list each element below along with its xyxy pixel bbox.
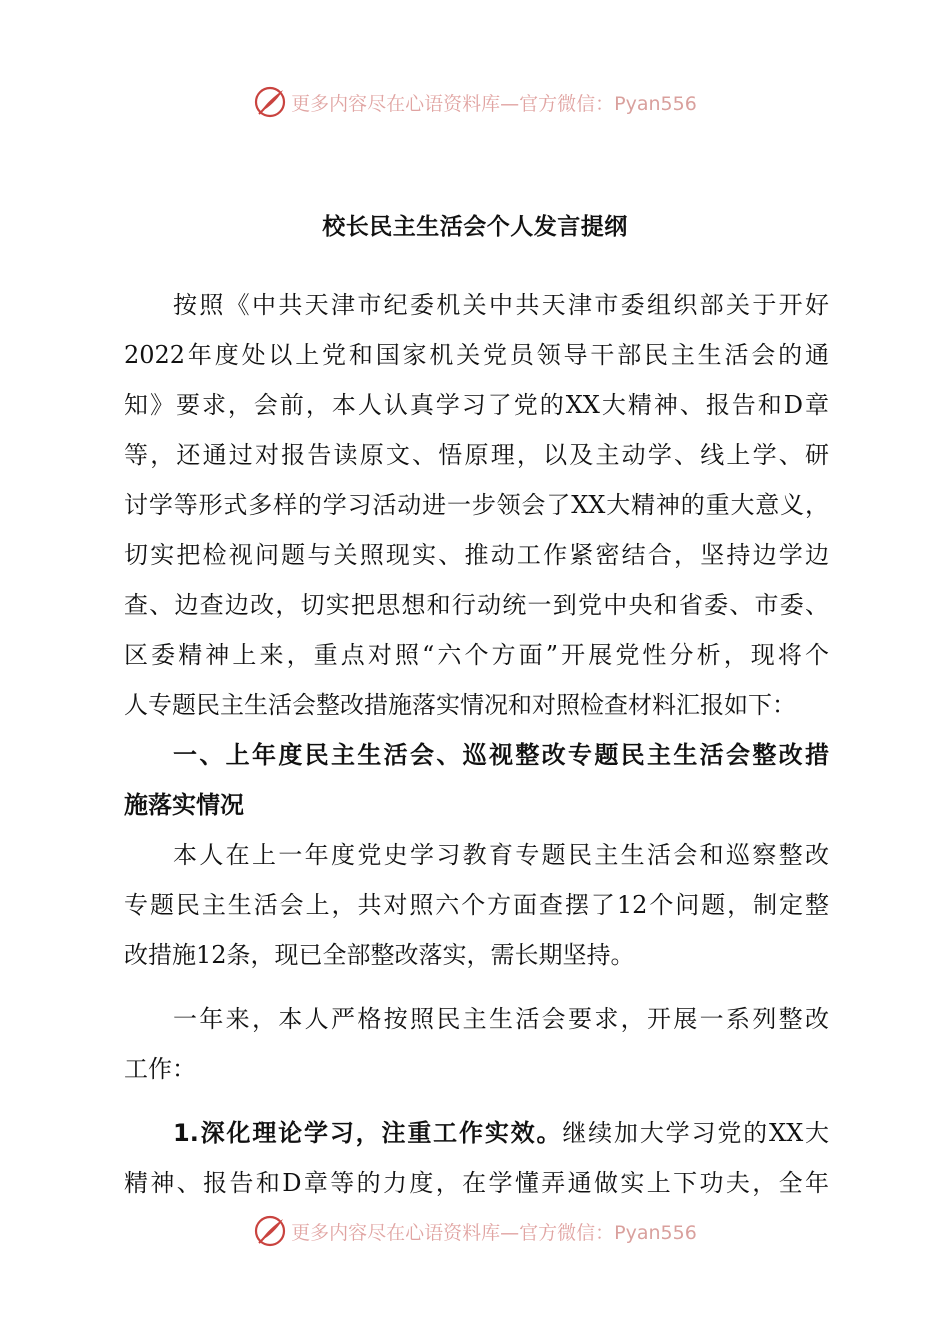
paragraph-line: 人专题民主生活会整改措施落实情况和对照检查材料汇报如下： — [124, 691, 796, 719]
section-heading: 施落实情况 — [124, 791, 244, 819]
paragraph-line: 一年来，本人严格按照民主生活会要求，开展一系列整改 — [173, 1005, 829, 1033]
paragraph-line — [124, 1108, 829, 1158]
paragraph-line: 改措施12条，现已全部整改落实，需长期坚持。 — [124, 941, 635, 969]
paragraph-line: 查、边查边改，切实把思想和行动统一到党中央和省委、市委、 — [124, 591, 829, 619]
paragraph-line: 本人在上一年度党史学习教育专题民主生活会和巡察整改 — [173, 841, 829, 869]
watermark-text: 更多内容尽在心语资料库—官方微信：Pyan556 — [291, 1221, 697, 1244]
paragraph-line: 知》要求，会前，本人认真学习了党的XX大精神、报告和D章 — [124, 391, 829, 419]
watermark-text: 更多内容尽在心语资料库—官方微信：Pyan556 — [291, 92, 697, 115]
document-body — [124, 280, 829, 1208]
paragraph-line: 等，还通过对报告读原文、悟原理，以及主动学、线上学、研 — [124, 441, 829, 469]
paragraph-line: 精神、报告和D章等的力度，在学懂弄通做实上下功夫，全年 — [124, 1169, 829, 1197]
quill-logo-icon — [253, 85, 287, 119]
document-title: 校长民主生活会个人发言提纲 — [322, 213, 628, 240]
section-heading: 一、上年度民主生活会、巡视整改专题民主生活会整改措 — [173, 741, 829, 769]
bold-lead-phrase: 1.深化理论学习，注重工作实效。 — [173, 1119, 563, 1147]
paragraph-line: 专题民主生活会上，共对照六个方面查摆了12个问题，制定整 — [124, 891, 829, 919]
paragraph-line: 区委精神上来，重点对照“六个方面”开展党性分析，现将个 — [124, 641, 829, 669]
paragraph-line: 工作： — [124, 1055, 196, 1083]
quill-logo-icon — [253, 1214, 287, 1248]
paragraph-line: 切实把检视问题与关照现实、推动工作紧密结合，坚持边学边 — [124, 541, 829, 569]
paragraph-text: 继续加大学习党的XX大 — [562, 1119, 829, 1147]
watermark-banner-top — [0, 80, 950, 124]
paragraph-line: 讨学等形式多样的学习活动进一步领会了XX大精神的重大意义， — [124, 491, 829, 519]
paragraph-line: 2022年度处以上党和国家机关党员领导干部民主生活会的通 — [124, 341, 829, 369]
watermark-banner-bottom — [0, 1209, 950, 1253]
paragraph-line: 按照《中共天津市纪委机关中共天津市委组织部关于开好 — [173, 291, 829, 319]
